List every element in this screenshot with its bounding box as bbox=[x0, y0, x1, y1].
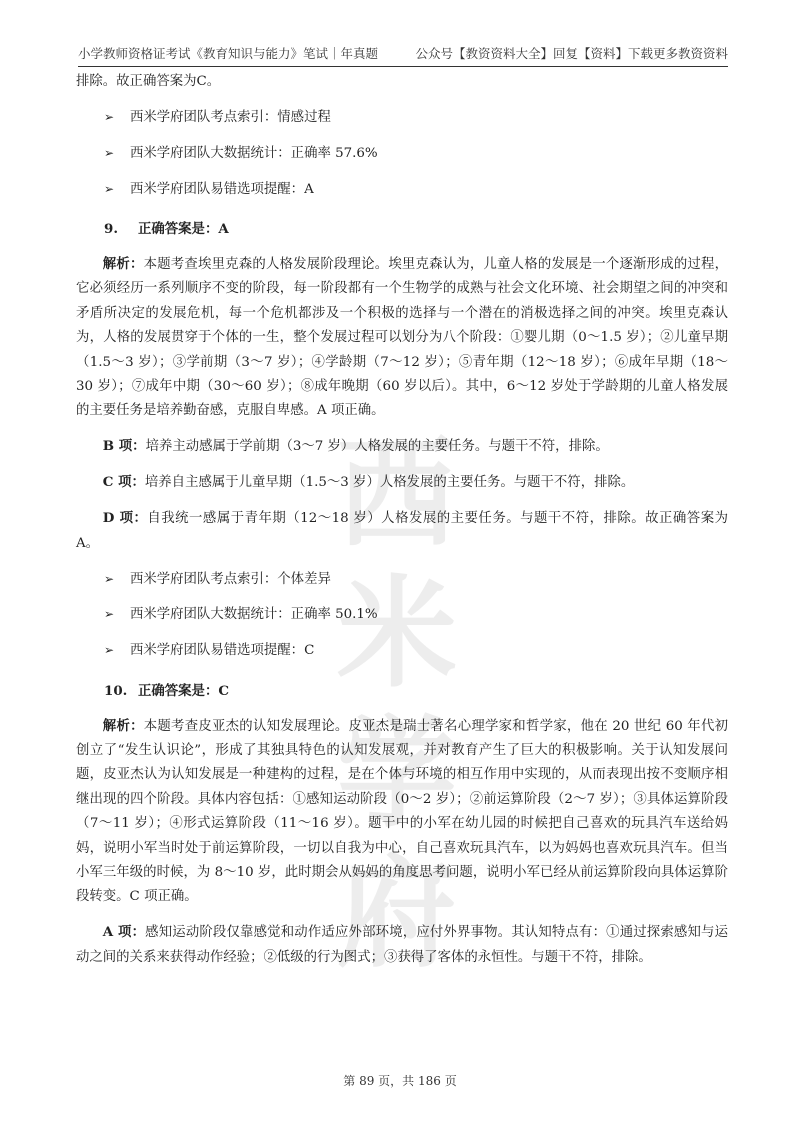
analysis-text: 本题考查皮亚杰的认知发展理论。皮亚杰是瑞士著名心理学家和哲学家，他在 20 世纪 60 年代初创立了“发生认识论”，形成了其独具特色的认知发展观，并对教育产生了巨大的积极影响。关于认知发展问题，皮亚杰认为认知发展是一种建构的过程，是在个体与环境的相互作用中实现的，从而表现出按不变顺序相继出现的四个阶段。具体内容包括：①感知运动阶段（0～2 岁）；②前运算阶段（2～7 岁）；③具体运算阶段（7～11 岁）；④形式运算阶段（11～16 岁）。题干中的小军在幼儿园的时候把自己喜欢的玩具汽车送给妈妈，说明小军当时处于前运算阶段，一切以自我为中心，自己喜欢玩具汽车，以为妈妈也喜欢玩具汽车。但当小军三年级的时候，为 8～10 岁，此时期会从妈妈的角度思考问题，说明小军已经从前运算阶段向具体运算阶段转变。C 项正确。 bbox=[76, 718, 728, 905]
bullet-point bbox=[76, 567, 728, 592]
bullet-text: 西米学府团队大数据统计：正确率 57.6% bbox=[130, 145, 378, 161]
arrow-bullet-icon: ➢ bbox=[104, 109, 115, 124]
option-c-explanation bbox=[76, 470, 728, 495]
analysis-label: 解析： bbox=[102, 717, 144, 734]
bullet-stats bbox=[76, 141, 728, 166]
option-label: C 项： bbox=[102, 474, 145, 491]
bullet-stats bbox=[76, 602, 728, 627]
bullet-error bbox=[76, 177, 728, 202]
option-text: 培养主动感属于学前期（3～7 岁）人格发展的主要任务。与题干不符，排除。 bbox=[145, 439, 609, 455]
bullet-point bbox=[76, 105, 728, 130]
header-left-title: 小学教师资格证考试《教育知识与能力》笔试｜年真题 bbox=[78, 46, 379, 61]
bullet-text: 西米学府团队易错选项提醒：A bbox=[130, 181, 314, 197]
question-10-title bbox=[76, 679, 728, 703]
page-number-footer: 第 89 页，共 186 页 bbox=[343, 1074, 457, 1088]
question-number: 10. bbox=[104, 682, 128, 699]
option-label: A 项： bbox=[102, 924, 146, 941]
analysis-label: 解析： bbox=[102, 256, 144, 273]
bullet-text: 西米学府团队大数据统计：正确率 50.1% bbox=[130, 607, 378, 623]
watermark-logo: 西米 学府 bbox=[337, 425, 463, 984]
answer-title: 正确答案是：C bbox=[138, 682, 230, 699]
analysis-text: 本题考查埃里克森的人格发展阶段理论。埃里克森认为，儿童人格的发展是一个逐渐形成的过程，它必须经历一系列顺序不变的阶段，每一阶段都有一个生物学的成熟与社会文化环境、社会期望之间的冲突和矛盾所决定的发展危机，每一个危机都涉及一个积极的选择与一个潜在的消极选择之间的冲突。埃里克森认为，人格的发展贯穿于个体的一生，整个发展过程可以划分为八个阶段：①婴儿期（0～1.5 岁）；②儿童早期（1.5～3 岁）；③学前期（3～7 岁）；④学龄期（7～12 岁）；⑤青年期（12～18 岁）；⑥成年早期（18～30 岁）；⑦成年中期（30～60 岁）；⑧成年晚期（60 岁以后）。其中，6～12 岁处于学龄期的儿童人格发展的主要任务是培养勤奋感，克服自卑感。A 项正确。 bbox=[76, 257, 729, 419]
bullet-text: 西米学府团队考点索引：情感过程 bbox=[130, 109, 331, 125]
option-d-explanation bbox=[76, 506, 728, 556]
question-number: 9. bbox=[104, 221, 118, 238]
option-text: 自我统一感属于青年期（12～18 岁）人格发展的主要任务。与题干不符，排除。故正确答案为A。 bbox=[76, 511, 728, 551]
option-label: B 项： bbox=[102, 438, 146, 455]
bullet-error bbox=[76, 638, 728, 663]
answer-title: 正确答案是：A bbox=[138, 221, 229, 238]
option-label: D 项： bbox=[102, 510, 148, 527]
page-header bbox=[78, 44, 728, 67]
arrow-bullet-icon: ➢ bbox=[104, 145, 115, 160]
option-a-explanation bbox=[76, 920, 728, 970]
header-right-notice: 公众号【教资资料大全】回复【资料】下载更多教资资料 bbox=[415, 46, 728, 61]
arrow-bullet-icon: ➢ bbox=[104, 607, 115, 622]
bullet-text: 西米学府团队考点索引：个体差异 bbox=[130, 571, 331, 587]
bullet-text: 西米学府团队易错选项提醒：C bbox=[130, 643, 315, 659]
arrow-bullet-icon: ➢ bbox=[104, 571, 115, 586]
page-content bbox=[76, 70, 728, 970]
arrow-bullet-icon: ➢ bbox=[104, 643, 115, 658]
arrow-bullet-icon: ➢ bbox=[104, 181, 115, 196]
question-9-title bbox=[76, 217, 728, 241]
option-b-explanation bbox=[76, 434, 728, 459]
continuation-text: 排除。故正确答案为C。 bbox=[76, 74, 221, 89]
option-text: 培养自主感属于儿童早期（1.5～3 岁）人格发展的主要任务。与题干不符，排除。 bbox=[144, 475, 635, 491]
question-10-analysis bbox=[76, 714, 728, 910]
option-text: 感知运动阶段仅靠感觉和动作适应外部环境，应付外界事物。其认知特点有：①通过探索感知与运动之间的关系来获得动作经验；②低级的行为图式；③获得了客体的永恒性。与题干不符，排除。 bbox=[76, 925, 728, 965]
question-9-analysis bbox=[76, 252, 728, 424]
